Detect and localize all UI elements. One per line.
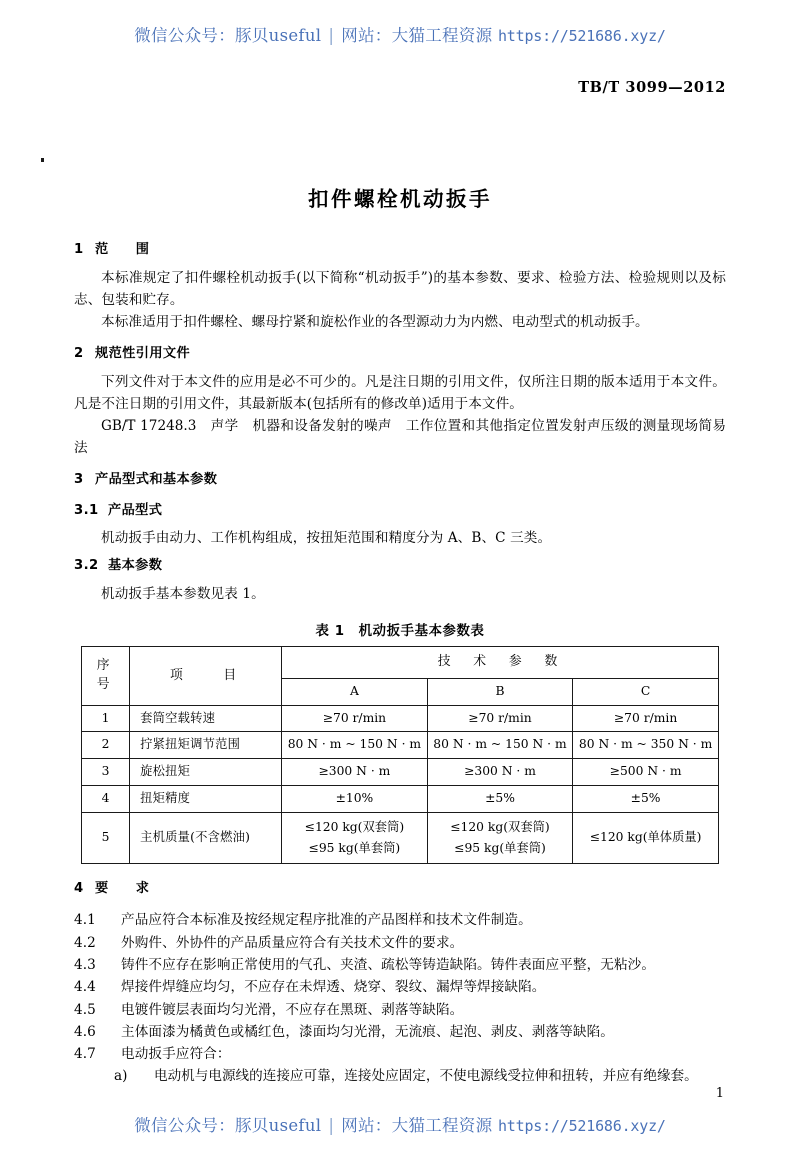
requirement-subitem-label: a) xyxy=(114,1068,128,1085)
row-value-b: ±5% xyxy=(427,785,573,812)
watermark-separator: | xyxy=(328,1116,335,1135)
watermark-wechat-name: 豚贝useful xyxy=(235,1116,322,1135)
clause-2-para-1: 下列文件对于本文件的应用是必不可少的。凡是注日期的引用文件，仅所注日期的版本适用于本文件。凡是不注日期的引用文件，其最新版本(包括所有的修改单)适用于本文件。 xyxy=(74,373,726,412)
requirement-item xyxy=(74,1021,726,1043)
row-value-a xyxy=(282,812,428,863)
row-item: 扭矩精度 xyxy=(130,785,282,812)
table-row xyxy=(82,812,719,863)
requirement-item xyxy=(74,909,726,931)
page-number: 1 xyxy=(715,1086,724,1101)
row-no: 3 xyxy=(82,759,130,786)
standard-code: TB/T 3099—2012 xyxy=(578,79,726,96)
requirement-subitem-text: 电动机与电源线的连接应可靠，连接处应固定，不使电源线受拉伸和扭转，并应有绝缘套。 xyxy=(154,1068,698,1085)
watermark-bottom xyxy=(0,1112,800,1136)
requirement-text: 主体面漆为橘黄色或橘红色，漆面均匀光滑，无流痕、起泡、剥皮、剥落等缺陷。 xyxy=(121,1023,614,1040)
requirement-text: 外购件、外协件的产品质量应符合有关技术文件的要求。 xyxy=(121,934,464,951)
requirement-number: 4.7 xyxy=(74,1046,96,1063)
table-col-seq: 序 号 xyxy=(82,647,130,705)
clause-2-reference: GB/T 17248.3 声学 机器和设备发射的噪声 工作位置和其他指定位置发射声压级的测量现场简易法 xyxy=(74,417,726,456)
clause-title-1: 范 围 xyxy=(95,242,150,257)
table-row xyxy=(82,759,719,786)
clause-number-3: 3 xyxy=(74,471,84,487)
row-value-a: ≥300 N · m xyxy=(282,759,428,786)
requirement-item xyxy=(74,999,726,1021)
watermark-site-label: 网站： xyxy=(341,26,392,45)
scan-speck xyxy=(41,158,44,162)
watermark-site-label: 网站： xyxy=(341,1116,392,1135)
requirement-item xyxy=(74,1043,726,1065)
table-col-c: C xyxy=(573,678,719,705)
table-col-a: A xyxy=(282,678,428,705)
watermark-wechat-label: 微信公众号： xyxy=(134,1116,236,1135)
subclause-heading-3-1 xyxy=(74,501,726,521)
row-value-a: 80 N · m ~ 150 N · m xyxy=(282,732,428,759)
requirement-item xyxy=(74,932,726,954)
clause-heading-2 xyxy=(74,344,726,364)
table-row xyxy=(82,732,719,759)
row-value-c: ≤120 kg(单体质量) xyxy=(573,812,719,863)
table-row xyxy=(82,785,719,812)
table-col-tech-params: 技 术 参 数 xyxy=(282,647,719,679)
row-item: 套筒空载转速 xyxy=(130,705,282,732)
table-row xyxy=(82,705,719,732)
clause-1-para-2: 本标准适用于扣件螺栓、螺母拧紧和旋松作业的各型源动力为内燃、电动型式的机动扳手。 xyxy=(101,313,649,330)
subclause-number-3-1: 3.1 xyxy=(74,502,99,518)
table-caption: 表 1 机动扳手基本参数表 xyxy=(315,624,485,640)
row-value-b: ≥300 N · m xyxy=(427,759,573,786)
clause-title-4: 要 求 xyxy=(95,880,150,896)
row-no: 1 xyxy=(82,705,130,732)
row-no: 5 xyxy=(82,812,130,863)
requirement-item xyxy=(74,976,726,998)
row-no: 2 xyxy=(82,732,130,759)
clause-number-4: 4 xyxy=(74,880,84,896)
row-value-b xyxy=(427,812,573,863)
clause-number-1: 1 xyxy=(74,242,84,257)
requirement-number: 4.1 xyxy=(74,912,96,929)
subclause-title-3-2: 基本参数 xyxy=(108,558,163,574)
clause-title-2: 规范性引用文件 xyxy=(95,345,191,361)
requirement-number: 4.2 xyxy=(74,934,96,951)
table-col-b: B xyxy=(427,678,573,705)
requirement-number: 4.3 xyxy=(74,956,96,973)
row-item: 旋松扭矩 xyxy=(130,759,282,786)
requirement-item xyxy=(74,954,726,976)
watermark-site-name: 大猫工程资源 xyxy=(391,1116,493,1135)
row-value-a-line1: ≤120 kg(双套筒) xyxy=(304,819,405,834)
row-value-b: ≥70 r/min xyxy=(427,705,573,732)
document-body xyxy=(74,240,726,1088)
subclause-title-3-1: 产品型式 xyxy=(108,502,163,518)
subclause-number-3-2: 3.2 xyxy=(74,558,99,574)
table-col-item: 项 目 xyxy=(130,647,282,705)
watermark-wechat-label: 微信公众号： xyxy=(134,26,236,45)
requirement-text: 产品应符合本标准及按经规定程序批准的产品图样和技术文件制造。 xyxy=(121,912,532,929)
row-item: 主机质量(不含燃油) xyxy=(130,812,282,863)
clause-title-3: 产品型式和基本参数 xyxy=(95,471,218,487)
watermark-url: https://521686.xyz/ xyxy=(497,1117,666,1135)
spec-table xyxy=(81,646,719,863)
clause-1-para-1: 本标准规定了扣件螺栓机动扳手(以下简称“机动扳手”)的基本参数、要求、检验方法、检验规则以及标志、包装和贮存。 xyxy=(74,269,726,308)
clause-heading-3 xyxy=(74,470,726,490)
requirement-number: 4.4 xyxy=(74,979,96,996)
clause-heading-1 xyxy=(74,240,726,260)
row-value-c: ≥500 N · m xyxy=(573,759,719,786)
page-title: 扣件螺栓机动扳手 xyxy=(308,187,492,211)
row-value-b-line2: ≤95 kg(单套筒) xyxy=(454,840,546,855)
row-no: 4 xyxy=(82,785,130,812)
row-value-a: ±10% xyxy=(282,785,428,812)
row-value-c: 80 N · m ~ 350 N · m xyxy=(573,732,719,759)
requirement-subitem xyxy=(74,1065,726,1087)
subclause-heading-3-2 xyxy=(74,556,726,576)
table-header-row-1 xyxy=(82,647,719,679)
row-value-a-line2: ≤95 kg(单套筒) xyxy=(308,840,401,855)
watermark-site-name: 大猫工程资源 xyxy=(391,26,493,45)
row-item: 拧紧扭矩调节范围 xyxy=(130,732,282,759)
requirement-number: 4.6 xyxy=(74,1023,96,1040)
row-value-b: 80 N · m ~ 150 N · m xyxy=(427,732,573,759)
row-value-b-line1: ≤120 kg(双套筒) xyxy=(450,819,550,834)
watermark-separator: | xyxy=(328,26,335,45)
clause-heading-4 xyxy=(74,879,726,899)
row-value-c: ±5% xyxy=(573,785,719,812)
row-value-c: ≥70 r/min xyxy=(573,705,719,732)
requirement-number: 4.5 xyxy=(74,1001,96,1018)
requirement-text: 电镀件镀层表面均匀光滑，不应存在黑斑、剥落等缺陷。 xyxy=(121,1001,464,1018)
clause-number-2: 2 xyxy=(74,345,84,361)
row-value-a: ≥70 r/min xyxy=(282,705,428,732)
watermark-wechat-name: 豚贝useful xyxy=(235,26,322,45)
requirement-text: 焊接件焊缝应均匀，不应存在未焊透、烧穿、裂纹、漏焊等焊接缺陷。 xyxy=(121,979,546,996)
subclause-3-2-para: 机动扳手基本参数见表 1。 xyxy=(101,586,265,603)
watermark-url: https://521686.xyz/ xyxy=(497,27,666,45)
subclause-3-1-para: 机动扳手由动力、工作机构组成，按扭矩范围和精度分为 A、B、C 三类。 xyxy=(101,530,552,547)
requirement-text: 铸件不应存在影响正常使用的气孔、夹渣、疏松等铸造缺陷。铸件表面应平整，无粘沙。 xyxy=(121,956,656,973)
requirement-text: 电动扳手应符合： xyxy=(121,1046,231,1063)
